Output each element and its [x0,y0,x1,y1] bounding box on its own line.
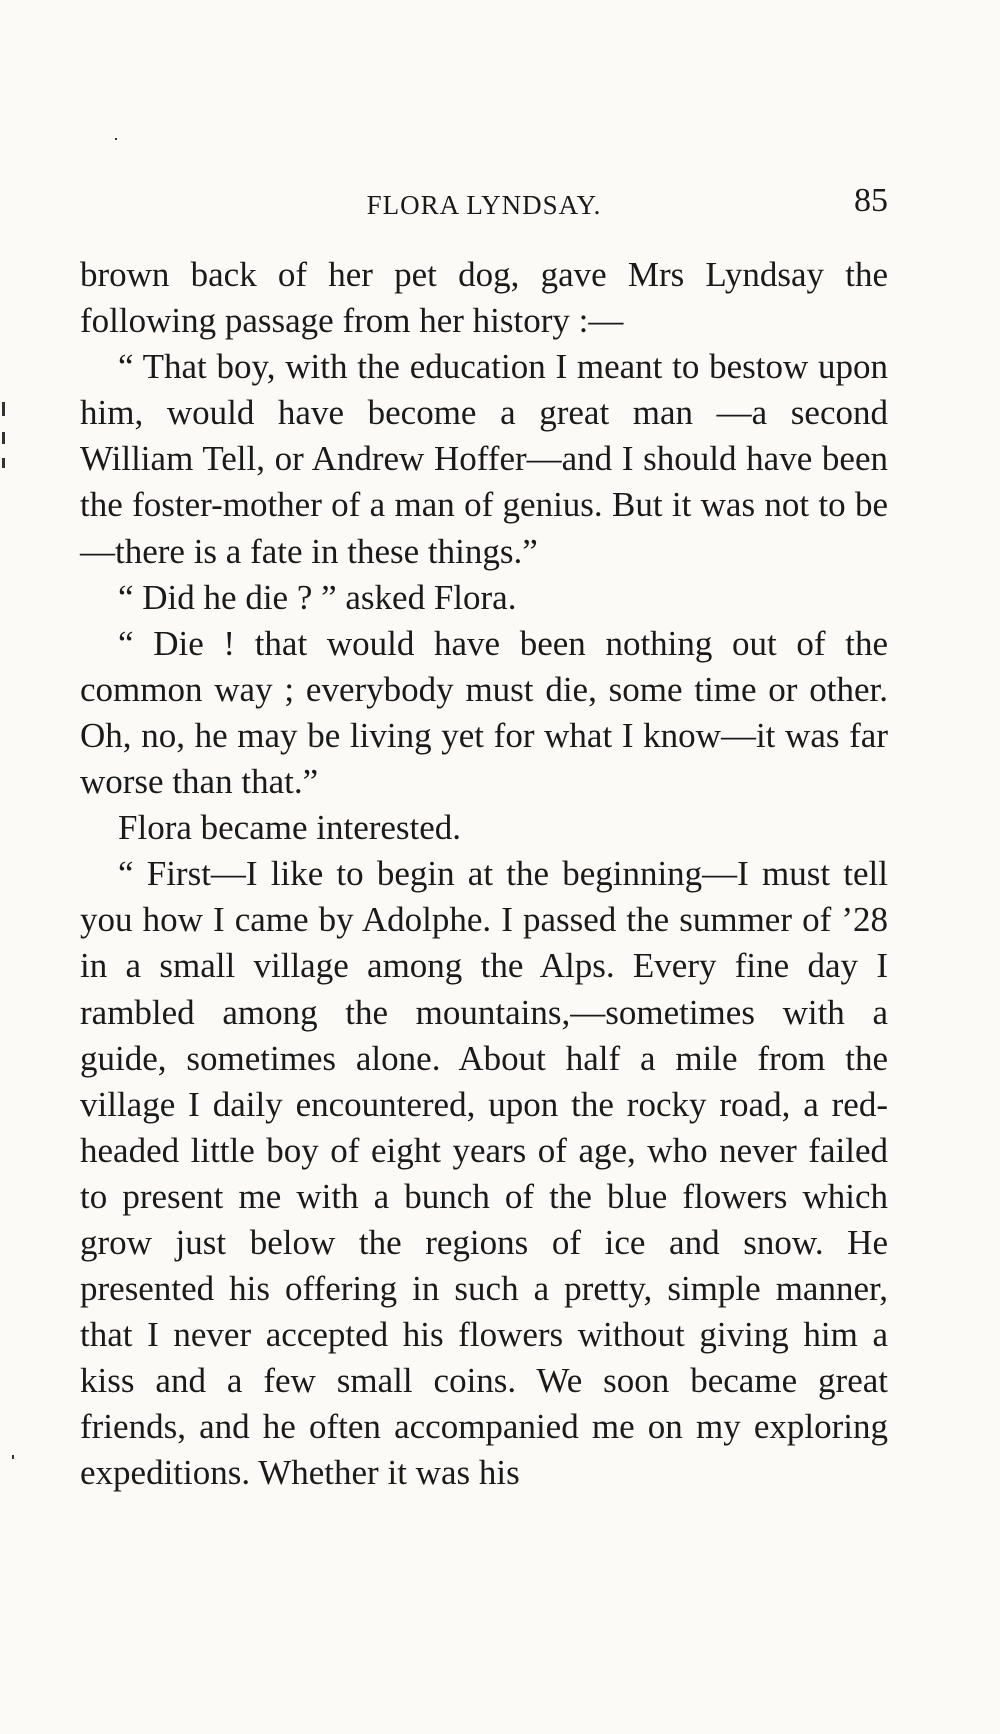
paragraph: “ Die ! that would have been nothing out of the common way ; everybody must die, some time or other. Oh, no, he may be living yet for what I know—it was far worse than that.” [80,623,888,802]
scan-speck [12,1455,14,1459]
scan-speck [2,402,5,416]
scan-speck [2,432,5,444]
page-header [80,182,888,232]
paragraph: Flora became interested. [118,808,462,848]
scan-speck [115,138,117,140]
body-text [80,252,888,1497]
page-number: 85 [854,182,888,219]
paragraph: “ Did he die ? ” asked Flora. [118,577,517,617]
paragraph: “ First—I like to begin at the beginning—I must tell you how I came by Adolphe. I passed the summer of ’28 in a small village among the Alps. Every fine day I rambled among the mountains,—sometimes with a guide, sometimes alone. About half a mile from the village I daily encountered, upon the rocky road, a red-headed little boy of eight years of age, who never failed to present me with a bunch of the blue flowers which grow just below the regions of ice and snow. He presented his offering in such a pretty, simple manner, that I never accepted his flowers without giving him a kiss and a few small coins. We soon became great friends, and he often accompanied me on my exploring expeditions. Whether it was his [80,854,888,1493]
scan-speck [2,458,5,468]
running-title: FLORA LYNDSAY. [366,190,602,220]
paragraph: brown back of her pet dog, gave Mrs Lyndsay the following passage from her history :— [80,255,888,341]
paragraph: “ That boy, with the education I meant to bestow upon him, would have become a great man —a second William Tell, or Andrew Hoffer—and I should have been the foster-mother of a man of genius. But it was not to be—there is a fate in these things.” [80,347,888,571]
